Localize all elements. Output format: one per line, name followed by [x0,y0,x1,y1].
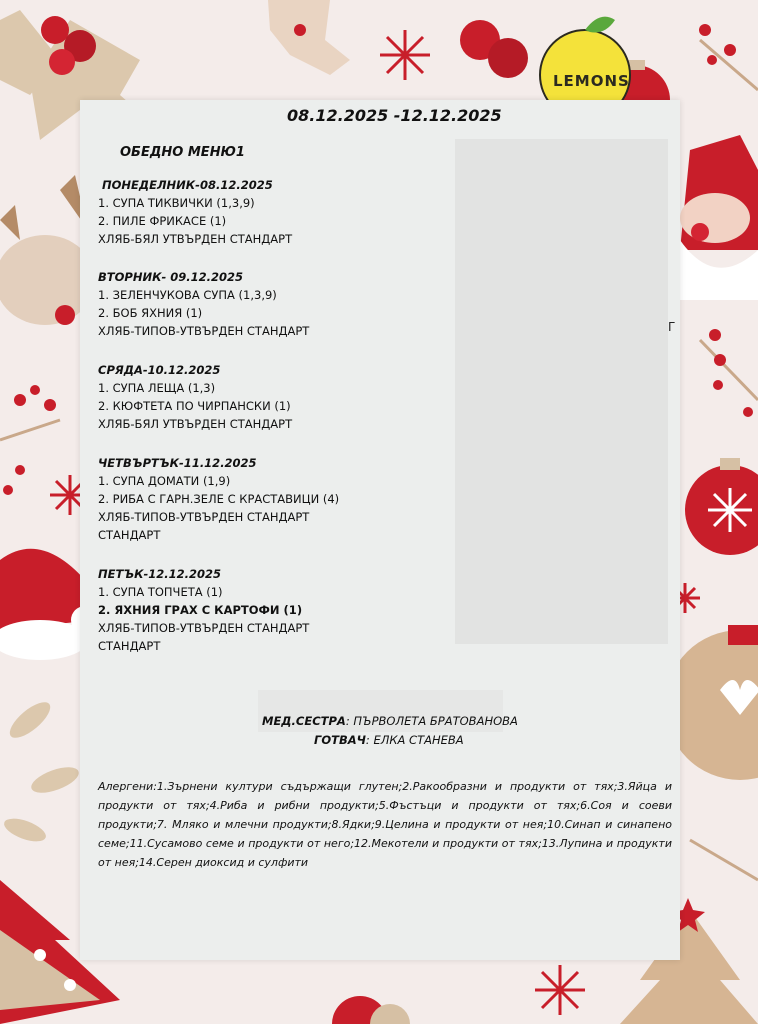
menu-item: СТАНДАРТ [98,528,161,542]
day-heading: СРЯДА-10.12.2025 [98,363,221,377]
santa-decoration [680,135,758,300]
date-range: 08.12.2025 -12.12.2025 [287,106,502,125]
nurse-line [262,714,518,728]
menu-item: ХЛЯБ-БЯЛ УТВЪРДЕН СТАНДАРТ [98,232,293,246]
menu-item: 2. КЮФТЕТА ПО ЧИРПАНСКИ (1) [98,399,291,413]
menu-item: 1. СУПА ТИКВИЧКИ (1,3,9) [98,196,255,210]
menu-item: ХЛЯБ-ТИПОВ-УТВЪРДЕН СТАНДАРТ [98,510,310,524]
allergens-note: Алергени:1.Зърнени култури съдържащи глутен;2.Ракообразни и продукти от тях;3.Яйца и продукти от тях;4.Риба и рибни продукти;5.Фъстъци и продукти от тях;6.Соя и соеви продукти;7. Мляко и млечни продукти;8.Ядки;9.Целина и продукти от нея;10.Синап и синапено семе;11.Сусамово семе и продукти от него;12.Мекотели и продукти от тях;13.Лупина и продукти от нея;14.Серен диоксид и сулфити [98,780,672,869]
menu-item: 1. СУПА ЛЕЩА (1,3) [98,381,216,395]
menu-item: 1. СУПА ТОПЧЕТА (1) [98,585,223,599]
day-block-monday [98,176,293,248]
menu-title: ОБЕДНО МЕНЮ1 [120,145,245,160]
day-block-thursday [98,454,339,544]
redacted-area [455,139,668,644]
menu-item: 2. БОБ ЯХНИЯ (1) [98,306,203,320]
menu-item: 2. ПИЛЕ ФРИКАСЕ (1) [98,214,227,228]
nurse-label: МЕД.СЕСТРА [262,714,346,728]
menu-item: 2. ЯХНИЯ ГРАХ С КАРТОФИ (1) [98,603,303,617]
cook-name: : ЕЛКА СТАНЕВА [365,733,464,747]
day-heading: ПЕТЪК-12.12.2025 [98,567,222,581]
day-block-friday [98,565,309,655]
menu-item: ХЛЯБ-ТИПОВ-УТВЪРДЕН СТАНДАРТ [98,324,310,338]
day-heading: ПОНЕДЕЛНИК-08.12.2025 [102,178,273,192]
menu-item: 1. СУПА ДОМАТИ (1,9) [98,474,231,488]
day-block-tuesday [98,268,309,340]
stray-mark: Г [668,320,676,334]
day-heading: ЧЕТВЪРТЪК-11.12.2025 [98,456,257,470]
logo-text: LEMONS [553,72,630,90]
nurse-name: : ПЪРВОЛЕТА БРАТОВАНОВА [345,714,518,728]
day-heading: ВТОРНИК- 09.12.2025 [98,270,243,284]
menu-item: ХЛЯБ-ТИПОВ-УТВЪРДЕН СТАНДАРТ [98,621,310,635]
menu-item: 1. ЗЕЛЕНЧУКОВА СУПА (1,3,9) [98,288,277,302]
cook-label: ГОТВАЧ [314,733,366,747]
menu-item: 2. РИБА С ГАРН.ЗЕЛЕ С КРАСТАВИЦИ (4) [98,492,340,506]
cook-line [314,733,464,747]
menu-item: СТАНДАРТ [98,639,161,653]
day-block-wednesday [98,361,292,433]
menu-item: ХЛЯБ-БЯЛ УТВЪРДЕН СТАНДАРТ [98,417,293,431]
